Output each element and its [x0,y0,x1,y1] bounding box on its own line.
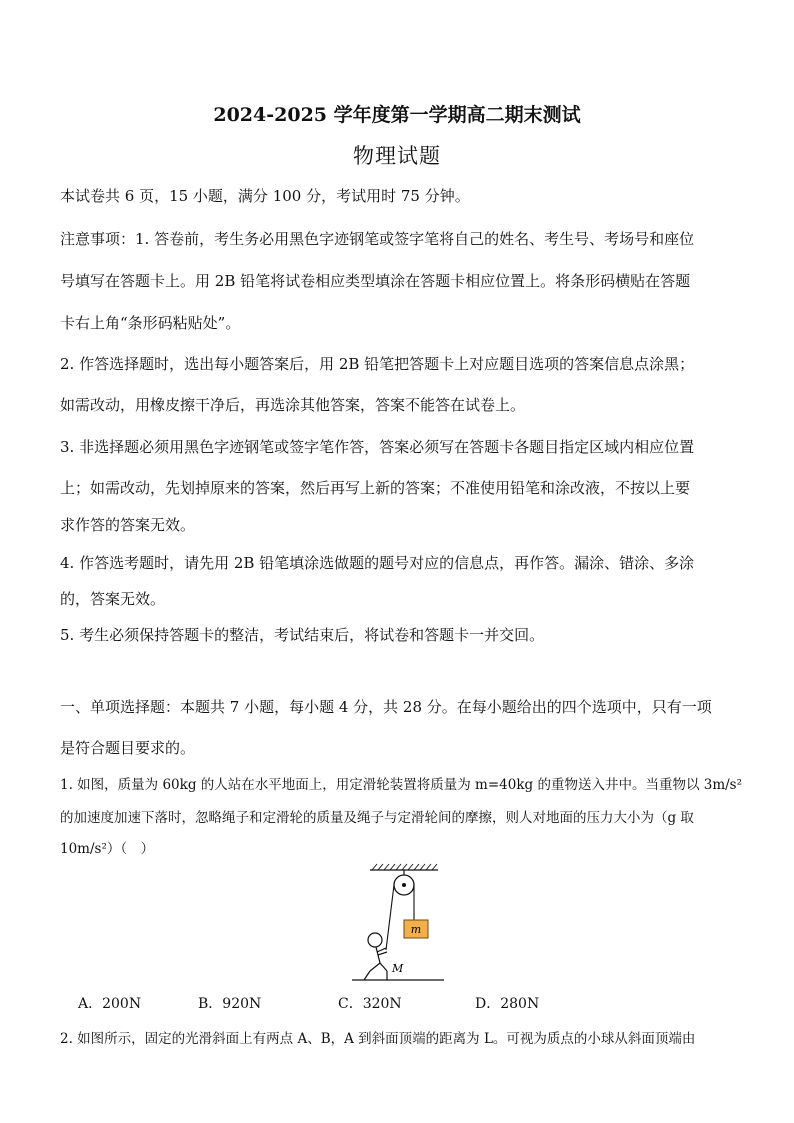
note-1-line-2: 号填写在答题卡上。用 2B 铅笔将试卷相应类型填涂在答题卡相应位置上。将条形码横贴在答题 [60,272,691,290]
question-1-line-1: 1. 如图，质量为 60kg 的人站在水平地面上，用定滑轮装置将质量为 m=40kg 的重物送入井中。当重物以 3m/s² [60,777,743,793]
question-1-line-3: 10m/s²）（ ） [60,841,155,857]
note-1-line-1: 注意事项：1. 答卷前，考生务必用黑色字迹钢笔或签字笔将自己的姓名、考生号、考场号和座位 [60,230,695,248]
question-1-option-d: D．280N [475,996,540,1012]
note-4-line-1: 4. 作答选考题时，请先用 2B 铅笔填涂选做题的题号对应的信息点，再作答。漏涂、错涂、多涂 [60,554,695,572]
section-1-heading-line-2: 是符合题目要求的。 [60,739,196,757]
ceiling-hatch [372,864,437,870]
note-3-line-3: 求作答的答案无效。 [60,516,196,534]
pulley-diagram [340,850,460,990]
question-1-option-a: A．200N [78,996,142,1012]
exam-title: 2024-2025 学年度第一学期高二期末测试 [213,104,581,126]
note-2-line-2: 如需改动，用橡皮擦干净后，再选涂其他答案，答案不能答在试卷上。 [60,396,526,414]
section-1-heading-line-1: 一、单项选择题：本题共 7 小题，每小题 4 分，共 28 分。在每小题给出的四个选项中，只有一项 [60,698,712,716]
question-1-option-c: C．320N [338,996,402,1012]
subject-title: 物理试题 [353,144,441,168]
note-3-line-2: 上；如需改动，先划掉原来的答案，然后再写上新的答案；不准使用铅笔和涂改液，不按以上要 [60,479,691,497]
note-1-line-3: 卡右上角“条形码粘贴处”。 [60,314,241,332]
note-4-line-2: 的，答案无效。 [60,590,166,608]
pulley-axle [402,883,406,887]
question-2-line-1: 2. 如图所示，固定的光滑斜面上有两点 A、B，A 到斜面顶端的距离为 L。可视为质点的小球从斜面顶端由 [60,1031,696,1047]
person-figure [364,933,387,980]
question-1-line-2: 的加速度加速下落时，忽略绳子和定滑轮的质量及绳子与定滑轮间的摩擦，则人对地面的压力大小为（g 取 [60,810,694,826]
pulley-figure [340,850,460,990]
question-1-option-b: B．920N [198,996,262,1012]
block-label: m [410,923,422,936]
note-2-line-1: 2. 作答选择题时，选出每小题答案后，用 2B 铅笔把答题卡上对应题目选项的答案信息点涂黑； [60,355,695,373]
note-3-line-1: 3. 非选择题必须用黑色字迹钢笔或签字笔作答，答案必须写在答题卡各题目指定区域内相应位置 [60,438,695,456]
person-label: M [392,962,404,975]
note-5-line-1: 5. 考生必须保持答题卡的整洁，考试结束后，将试卷和答题卡一并交回。 [60,626,545,644]
intro-text: 本试卷共 6 页，15 小题，满分 100 分，考试用时 75 分钟。 [60,187,470,205]
rope-left [386,885,394,950]
